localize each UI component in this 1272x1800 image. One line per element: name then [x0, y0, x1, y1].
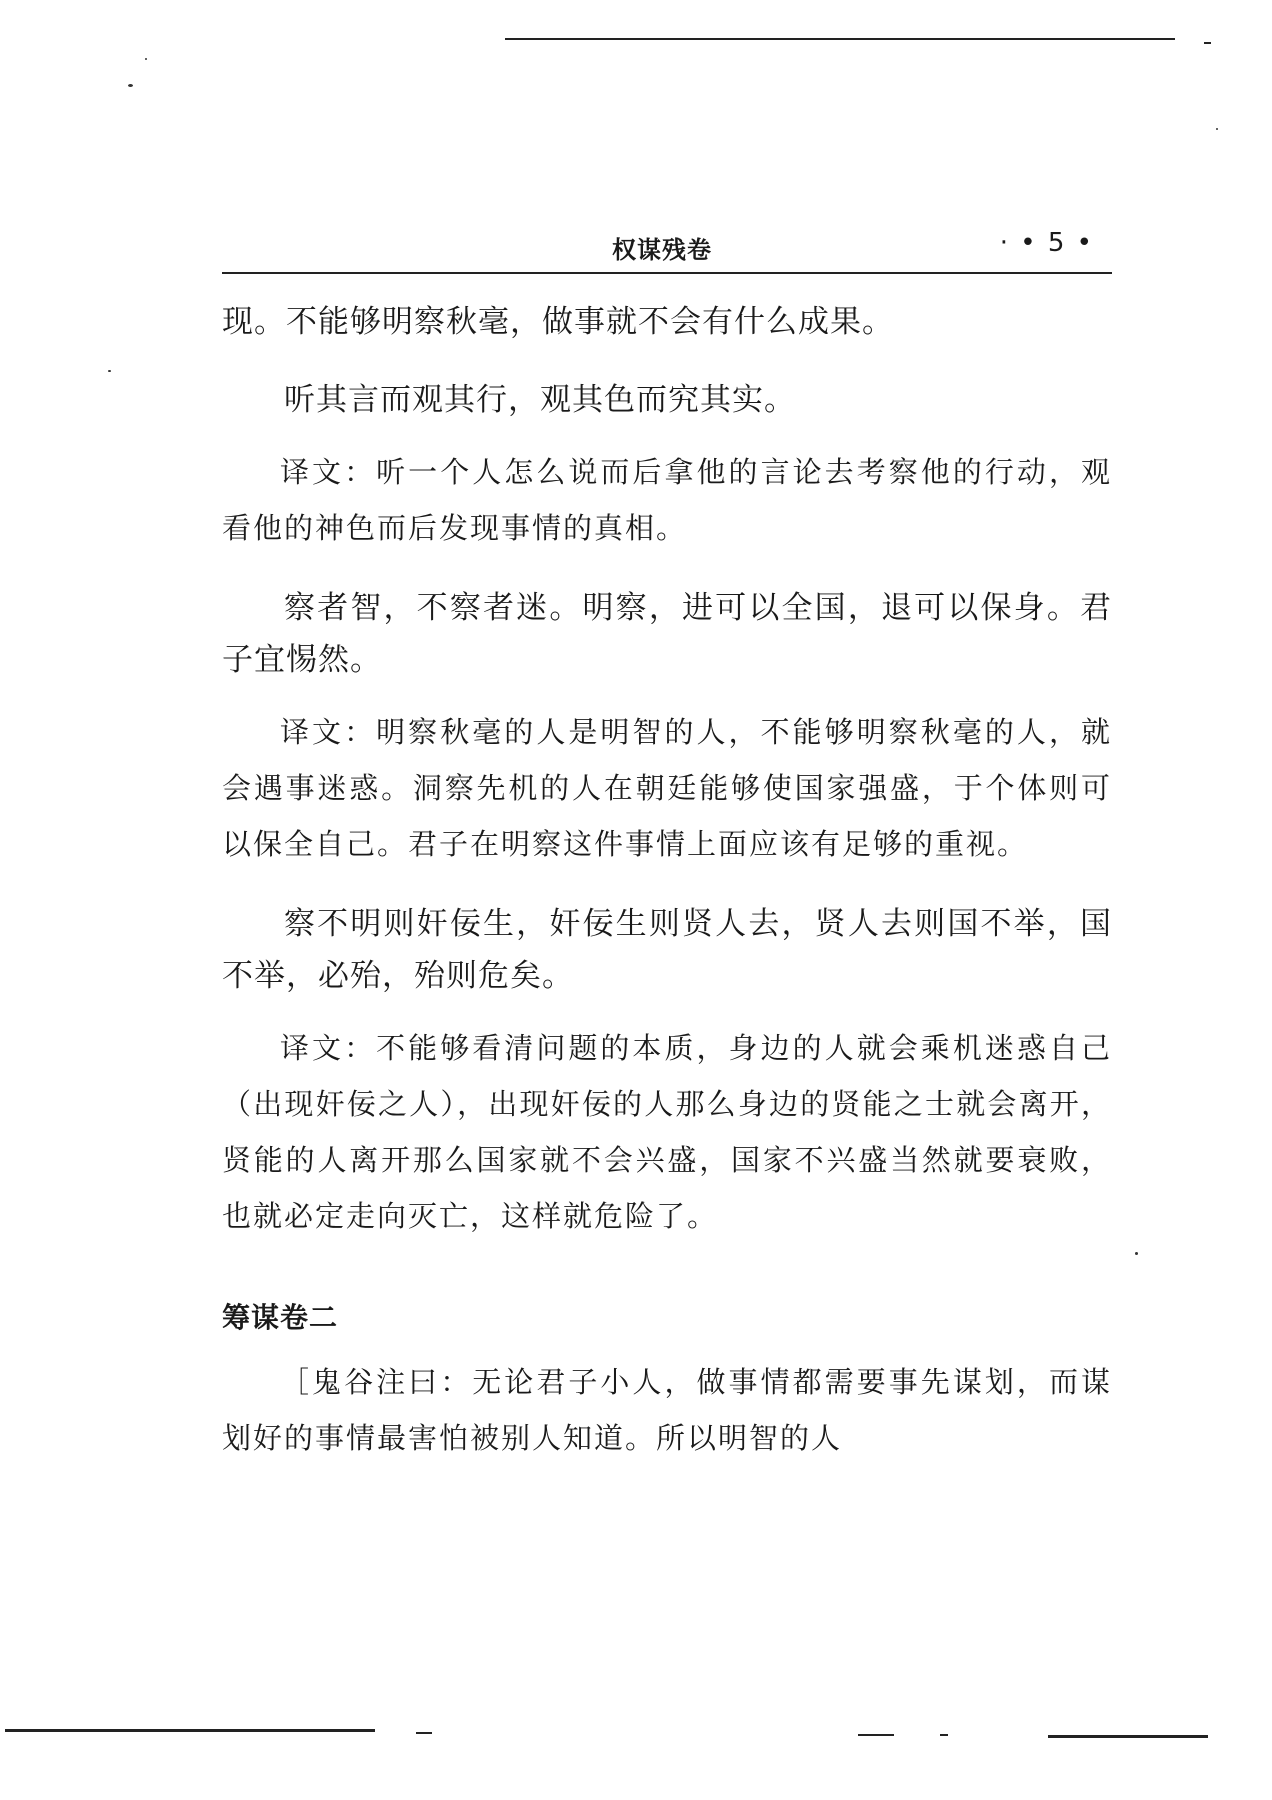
scan-speck — [1216, 128, 1218, 130]
scan-line-top — [505, 38, 1175, 40]
section-title: 筹谋卷二 — [222, 1301, 339, 1334]
scan-line-bottom-mid — [940, 1734, 948, 1736]
scan-line-bottom-mid — [858, 1734, 894, 1736]
running-header — [222, 228, 1112, 274]
scan-line-bottom-mid — [416, 1732, 432, 1734]
paragraph-continuation: 现。不能够明察秋毫，做事就不会有什么成果。 — [222, 304, 894, 340]
scan-speck — [1135, 1252, 1138, 1255]
paragraph-translation: 译文：听一个人怎么说而后拿他的言论去考察他的行动，观看他的神色而后发现事情的真相。 — [222, 455, 1112, 545]
paragraph-translation: 译文：明察秋毫的人是明智的人，不能够明察秋毫的人，就会遇事迷惑。洞察先机的人在朝廷能够使国家强盛，于个体则可以保全自己。君子在明察这件事情上面应该有足够的重视。 — [222, 715, 1112, 861]
paragraph-original: 察者智，不察者迷。明察，进可以全国，退可以保身。君子宜惕然。 — [222, 590, 1112, 678]
paragraph-original: 听其言而观其行，观其色而究其实。 — [284, 382, 796, 418]
header-title: 权谋残卷 — [612, 236, 712, 264]
scan-line-top-right — [1204, 42, 1211, 44]
scan-line-bottom-right — [1048, 1735, 1208, 1738]
paragraph-original: 察不明则奸佞生，奸佞生则贤人去，贤人去则国不举，国不举，必殆，殆则危矣。 — [222, 906, 1112, 994]
scan-speck — [108, 370, 111, 372]
scan-speck — [128, 84, 133, 87]
page-body — [222, 296, 1112, 1466]
page-number: · • 5 • — [999, 228, 1094, 258]
scan-speck — [145, 58, 147, 60]
section-note: ［鬼谷注曰：无论君子小人，做事情都需要事先谋划，而谋划好的事情最害怕被别人知道。所以明智的人 — [222, 1365, 1112, 1455]
paragraph-translation: 译文：不能够看清问题的本质，身边的人就会乘机迷惑自己（出现奸佞之人），出现奸佞的人那么身边的贤能之士就会离开，贤能的人离开那么国家就不会兴盛，国家不兴盛当然就要衰败，也就必定走向灭亡，这样就危险了。 — [222, 1031, 1112, 1233]
scan-line-bottom-left — [5, 1729, 375, 1732]
